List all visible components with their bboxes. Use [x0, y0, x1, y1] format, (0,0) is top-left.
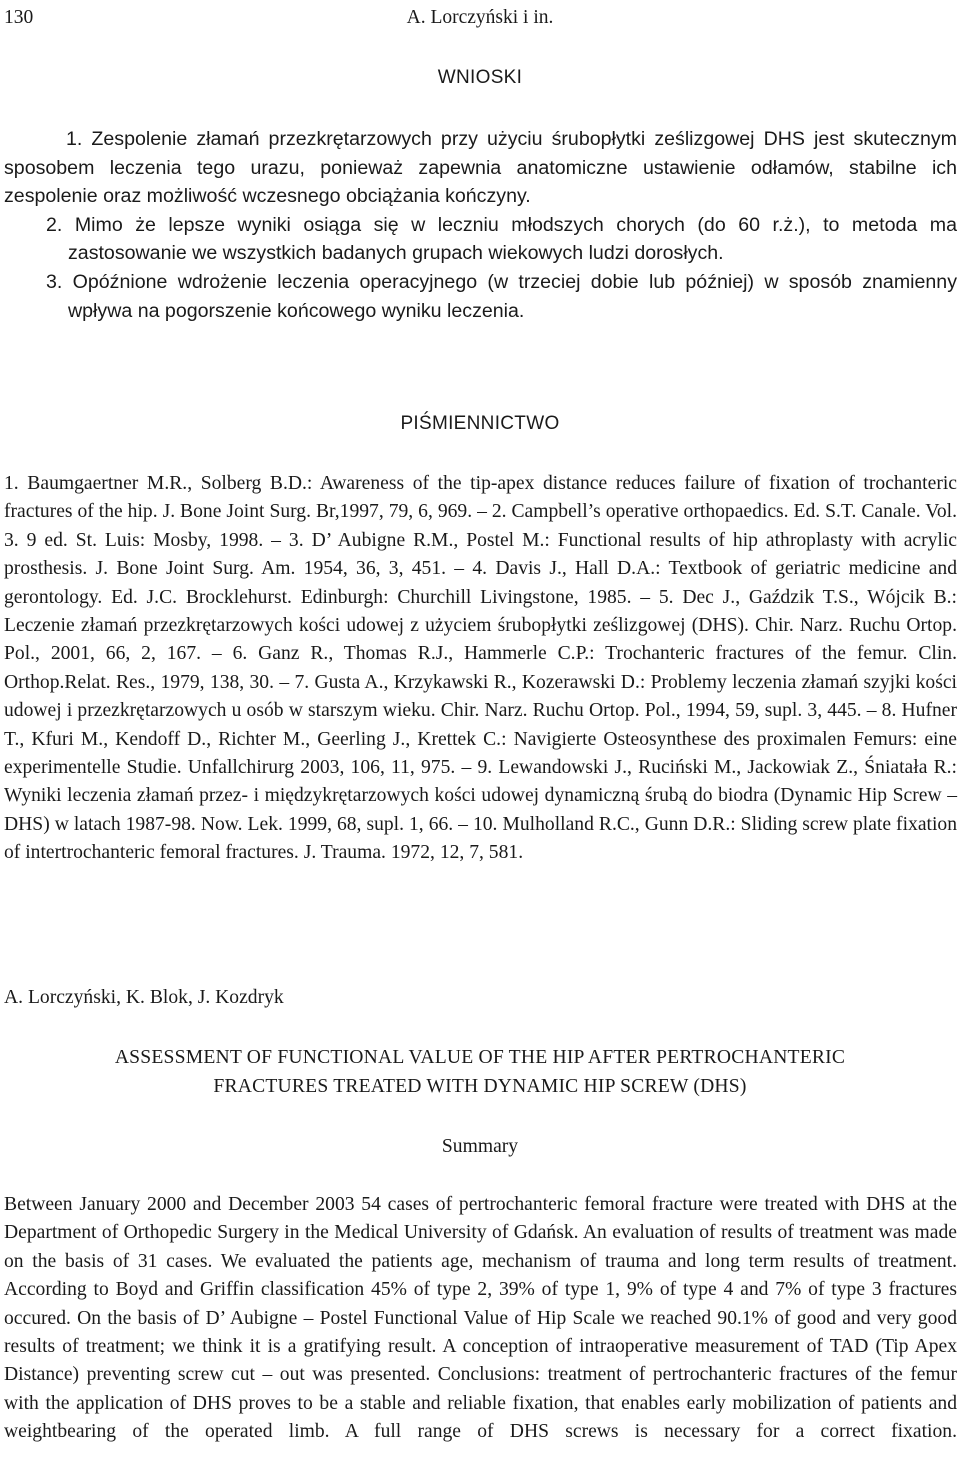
summary-heading: Summary	[441, 1136, 519, 1157]
conclusion-item-2: 2. Mimo że lepsze wyniki osiąga się w leczniu młodszych chorych (do 60 r.ż.), to metoda ma zastosowanie we wszystkich badanych grupach wiekowych ludzi dorosłych.	[46, 213, 957, 265]
conclusion-item-3: 3. Opóźnione wdrożenie leczenia operacyjnego (w trzeciej dobie lub później) w sposób znamienny wpływa na pogorszenie końcowego wyniku leczenia.	[46, 270, 957, 322]
conclusion-item-1: 1. Zespolenie złamań przezkrętarzowych przy użyciu śrubopłytki ześlizgowej DHS jest skutecznym sposobem leczenia tego urazu, ponieważ zapewnia anatomiczne ustawienie odłamów, stabilne ich zespolenie oraz możliwość wczesnego obciążania kończyny.	[4, 128, 957, 208]
references-heading: PIŚMIENNICTWO	[400, 413, 560, 434]
running-head: A. Lorczyński i in.	[406, 7, 554, 28]
english-title-line-1: ASSESSMENT OF FUNCTIONAL VALUE OF THE HIP AFTER PERTROCHANTERIC	[114, 1047, 846, 1068]
page-number: 130	[4, 7, 34, 28]
english-title-line-2: FRACTURES TREATED WITH DYNAMIC HIP SCREW (DHS)	[213, 1076, 747, 1097]
english-title	[0, 1043, 960, 1101]
page-header	[0, 2, 960, 34]
summary-text: Between January 2000 and December 2003 54 cases of pertrochanteric femoral fracture were treated with DHS at the Department of Orthopedic Surgery in the Medical University of Gdańsk. An evaluation of results of treatment was made on the basis of 31 cases. We evaluated the patients age, mechanism of trauma and long term results of treatment. According to Boyd and Griffin classification 45% of type 2, 39% of type 1, 9% of type 4 and 7% of type 3 fractures occured. On the basis of D’ Aubigne – Postel Functional Value of Hip Scale we reached 90.1% of good and very good results of treatment; we think it is a gratifying result. A conception of intraoperative measurement of TAD (Tip Apex Distance) preventing screw cut – out was presented. Conclusions: treatment of pertrochanteric fractures of the femur with the application of DHS proves to be a stable and reliable fixation, that enables early mobilization of patients and weightbearing of the operated limb. A full range of DHS screws is necessary for a correct fixation.	[4, 1194, 957, 1443]
references-list: 1. Baumgaertner M.R., Solberg B.D.: Awareness of the tip-apex distance reduces failure of fixation of trochanteric fractures of the hip. J. Bone Joint Surg. Br,1997, 79, 6, 969. – 2. Campbell’s operative orthopaedics. Ed. S.T. Canale. Vol. 3. 9 ed. St. Luis: Mosby, 1998. – 3. D’ Aubigne R.M., Postel M.: Functional results of hip athroplasty with acrylic prosthesis. J. Bone Joint Surg. Am. 1954, 36, 3, 451. – 4. Davis J., Hall D.A.: Textbook of geriatric medicine and gerontology. Ed. J.C. Brocklehurst. Edinburgh: Churchill Livingstone, 1985. – 5. Dec J., Gaździk T.S., Wójcik B.: Leczenie złamań przezkrętarzowych kości udowej z użyciem śrubopłytki ześlizgowej (DHS). Chir. Narz. Ruchu Ortop. Pol., 2001, 66, 2, 167. – 6. Ganz R., Thomas R.J., Hammerle C.P.: Trochanteric fractures of the femur. Clin. Orthop.Relat. Res., 1979, 138, 30. – 7. Gusta A., Krzykawski R., Kozerawski D.: Problemy leczenia złamań szyjki kości udowej i przezkrętarzowych u osób w starszym wieku. Chir. Narz. Ruchu Ortop. Pol., 1994, 59, supl. 3, 445. – 8. Hufner T., Kfuri M., Kendoff D., Richter M., Geerling J., Krettek C.: Navigierte Osteosynthese des proximalen Femurs: eine experimentelle Studie. Unfallchirurg 2003, 106, 11, 975. – 9. Lewandowski J., Ruciński M., Jackowiak Z., Śniatała R.: Wyniki leczenia złamań przez- i międzykrętarzowych kości udowej dynamiczną śrubą do biodra (Dynamic Hip Screw – DHS) w latach 1987-98. Now. Lek. 1999, 68, supl. 1, 66. – 10. Mulholland R.C., Gunn D.R.: Sliding screw plate fixation of intertrochanteric femoral fractures. J. Trauma. 1972, 12, 7, 581.	[4, 473, 957, 864]
conclusions-list	[4, 125, 957, 325]
conclusions-heading: WNIOSKI	[437, 67, 523, 88]
english-authors: A. Lorczyński, K. Blok, J. Kozdryk	[4, 987, 284, 1008]
